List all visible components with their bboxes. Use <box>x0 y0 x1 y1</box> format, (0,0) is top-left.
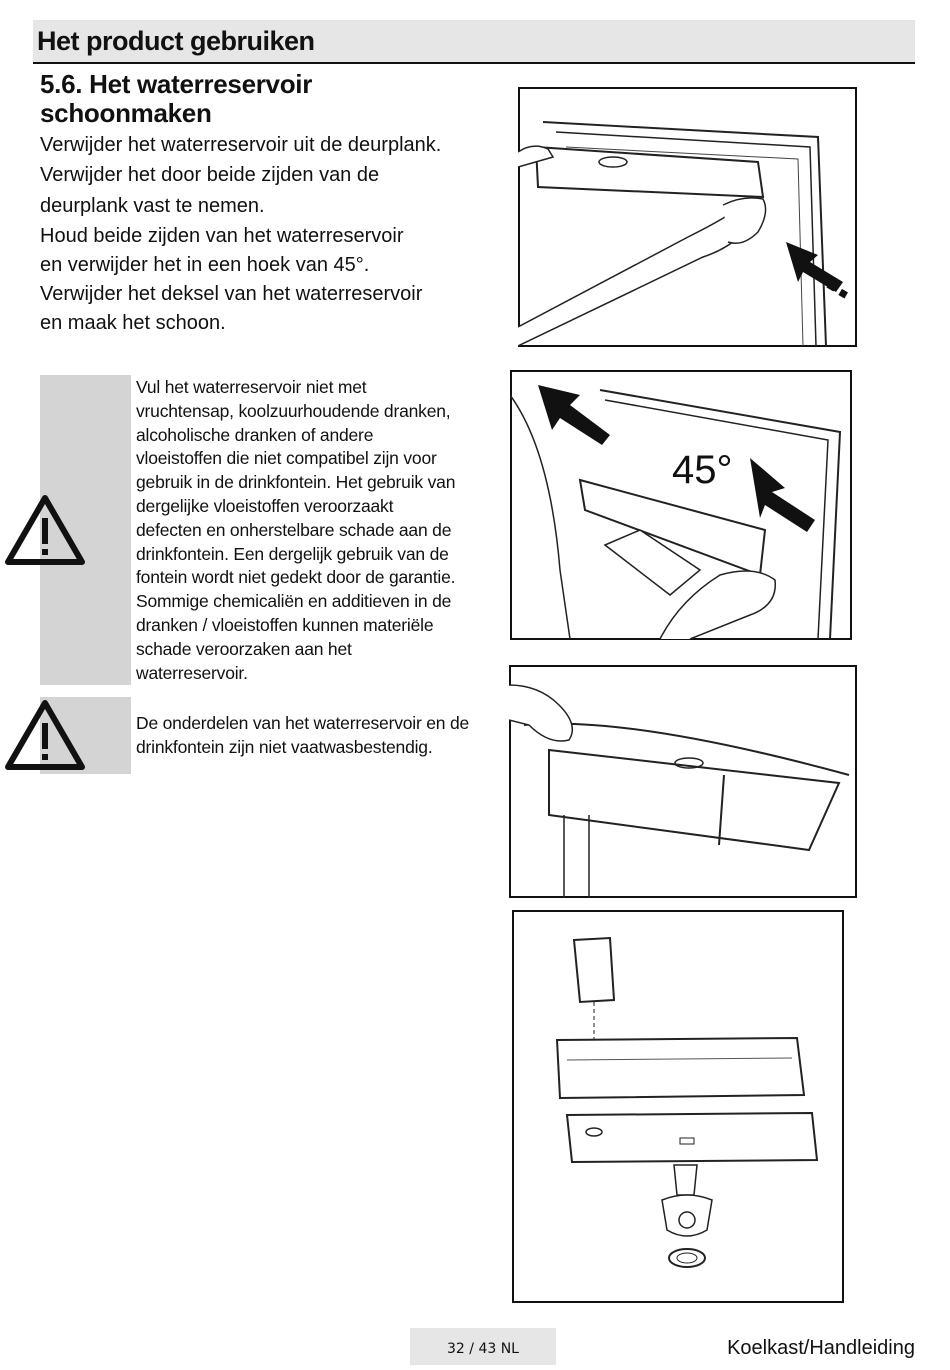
header-title: Het product gebruiken <box>37 26 315 56</box>
figure-lift-lid <box>509 665 857 898</box>
instruction-2: Verwijder het door beide zijden van de deurplank vast te nemen. <box>40 164 380 217</box>
page-header <box>33 20 915 64</box>
instructions <box>40 130 490 338</box>
figure-exploded-parts <box>512 910 844 1303</box>
warning-triangle-icon <box>0 697 91 774</box>
section-title-line1: 5.6. Het waterreservoir <box>40 69 313 99</box>
instruction-4: Verwijder het deksel van het waterreservoir en maak het schoon. <box>40 283 423 334</box>
warning-triangle-icon <box>0 490 91 570</box>
instruction-3: Houd beide zijden van het waterreservoir en verwijder het in een hoek van 45°. <box>40 225 404 276</box>
angle-label: 45° <box>672 448 733 492</box>
figure-45-degree <box>510 370 852 640</box>
section-title <box>40 70 480 128</box>
section-title-line2: schoonmaken <box>40 98 212 128</box>
manual-title: Koelkast/Handleiding <box>727 1337 915 1359</box>
instruction-1: Verwijder het waterreservoir uit de deurplank. <box>40 134 442 156</box>
warning-text-1: Vul het waterreservoir niet met vruchtensap, koolzuurhoudende dranken, alcoholische dranken of andere vloeistoffen die niet compatibel zijn voor gebruik in de drinkfontein. Het gebruik van dergelijke vloeistoffen veroorzaakt defecten en onherstelbare schade aan de drinkfontein. Een dergelijk gebruik van de fontein wordt niet gedekt door de garantie. Sommige chemicaliën en additieven in de dranken / vloeistoffen kunnen materiële schade veroorzaken aan het waterreservoir. <box>136 377 456 683</box>
page-number: 32 / 43 NL <box>410 1328 556 1365</box>
warning-text-2: De onderdelen van het waterreservoir en de drinkfontein zijn niet vaatwasbestendig. <box>136 713 470 757</box>
figure-remove-reservoir <box>518 87 857 347</box>
